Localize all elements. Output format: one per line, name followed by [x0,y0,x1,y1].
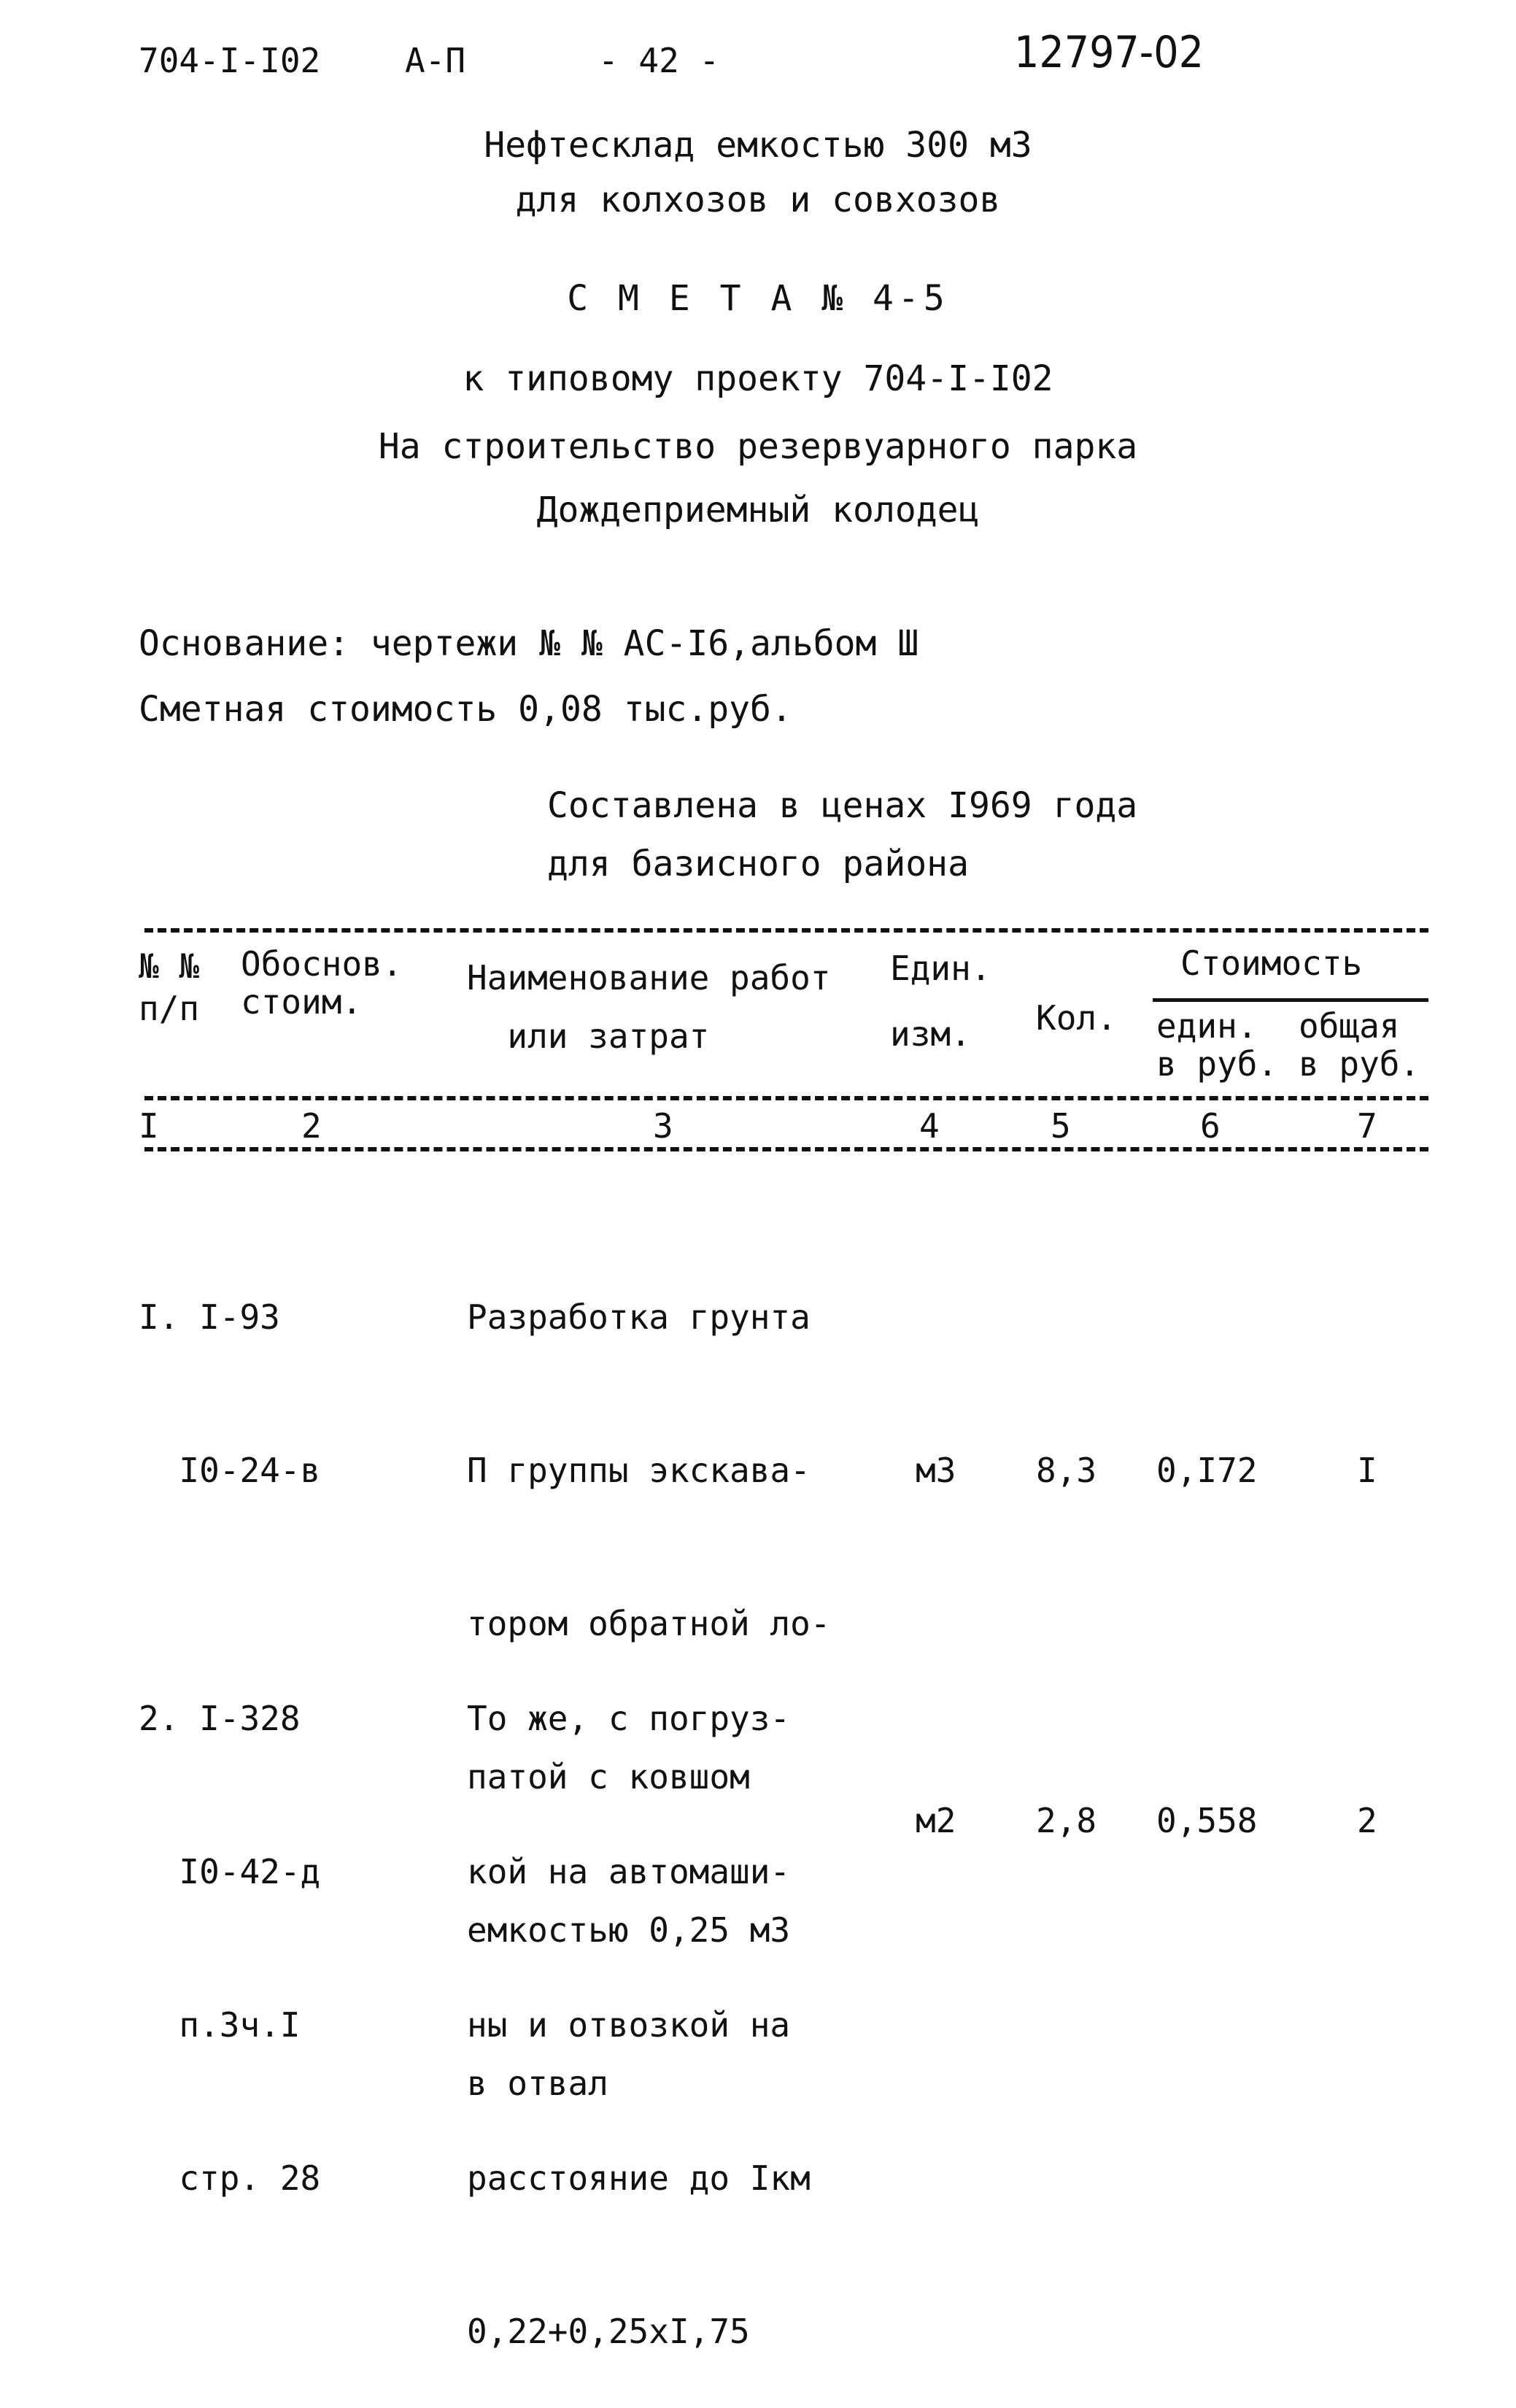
title-line-4: На строительство резервуарного парка [378,426,1138,467]
prices-line-1: Составлена в ценах I969 года [547,785,1138,826]
page-number: - 42 - [598,41,720,80]
table-row-2-unit-cost: 0,558 [1156,1801,1258,1840]
table-row-2-unit: м2 [916,1801,956,1840]
table-row-2-name: То же, с погруз- кой на автомаши- ны и отвозкой на расстояние до Iкм 0,22+0,25хI,75 [467,1699,811,2351]
header-cost: Стоимость [1180,943,1363,983]
column-number-2: 2 [301,1106,322,1146]
prices-line-2: для базисного района [547,844,969,884]
header-qty: Кол. [1036,998,1117,1038]
header-basis: Обоснов. стоим. [241,944,403,1022]
column-number-5: 5 [1051,1106,1071,1146]
column-number-4: 4 [919,1106,940,1146]
column-number-1: I [139,1106,159,1146]
header-bottom-rule [144,1096,1428,1100]
estimate-title: С М Е Т А № 4-5 [567,278,949,319]
column-number-3: 3 [653,1106,673,1146]
table-row-2-qty: 2,8 [1036,1801,1097,1840]
cost-group-rule [1153,998,1428,1002]
table-row-1-unit-cost: 0,I72 [1156,1451,1258,1490]
header-unit: Един. изм. [890,949,991,1054]
table-top-rule [144,928,1428,933]
column-number-6: 6 [1200,1106,1221,1146]
handwritten-number: 12797-02 [1014,27,1204,78]
title-line-3: к типовому проекту 704-I-I02 [463,358,1053,399]
table-row-1-basis: I. I-93 I0-24-в [139,1297,321,1490]
column-numbers-rule [144,1147,1428,1151]
table-row-2-basis: 2. I-328 I0-42-д п.3ч.I стр. 28 [139,1699,321,2198]
column-number-7: 7 [1357,1106,1377,1146]
sheet-label: А-П [405,41,466,80]
header-unit-cost: един. в руб. [1156,1006,1278,1084]
table-row-1-unit: м3 [916,1451,956,1490]
table-row-1-name: Разработка грунта П группы экскава- тором обратной ло- патой с ковшом емкостью 0,25 м3 в отвал [467,1297,831,2103]
header-num: № № п/п [139,946,200,1028]
table-row-1-total: I [1357,1451,1377,1490]
cost-line: Сметная стоимость 0,08 тыс.руб. [139,689,792,730]
document-code: 704-I-I02 [139,41,321,80]
title-line-5: Дождеприемный колодец [536,490,980,530]
basis-line: Основание: чертежи № № АС-I6,альбом Ш [139,623,919,664]
title-line-1: Нефтесклад емкостью 300 м3 [484,125,1032,166]
title-line-2: для колхозов и совхозов [515,180,1001,220]
table-row-2-total: 2 [1357,1801,1377,1840]
header-total-cost: общая в руб. [1299,1006,1420,1084]
table-row-1-qty: 8,3 [1036,1451,1097,1490]
header-name: Наименование работ или затрат [467,958,831,1056]
